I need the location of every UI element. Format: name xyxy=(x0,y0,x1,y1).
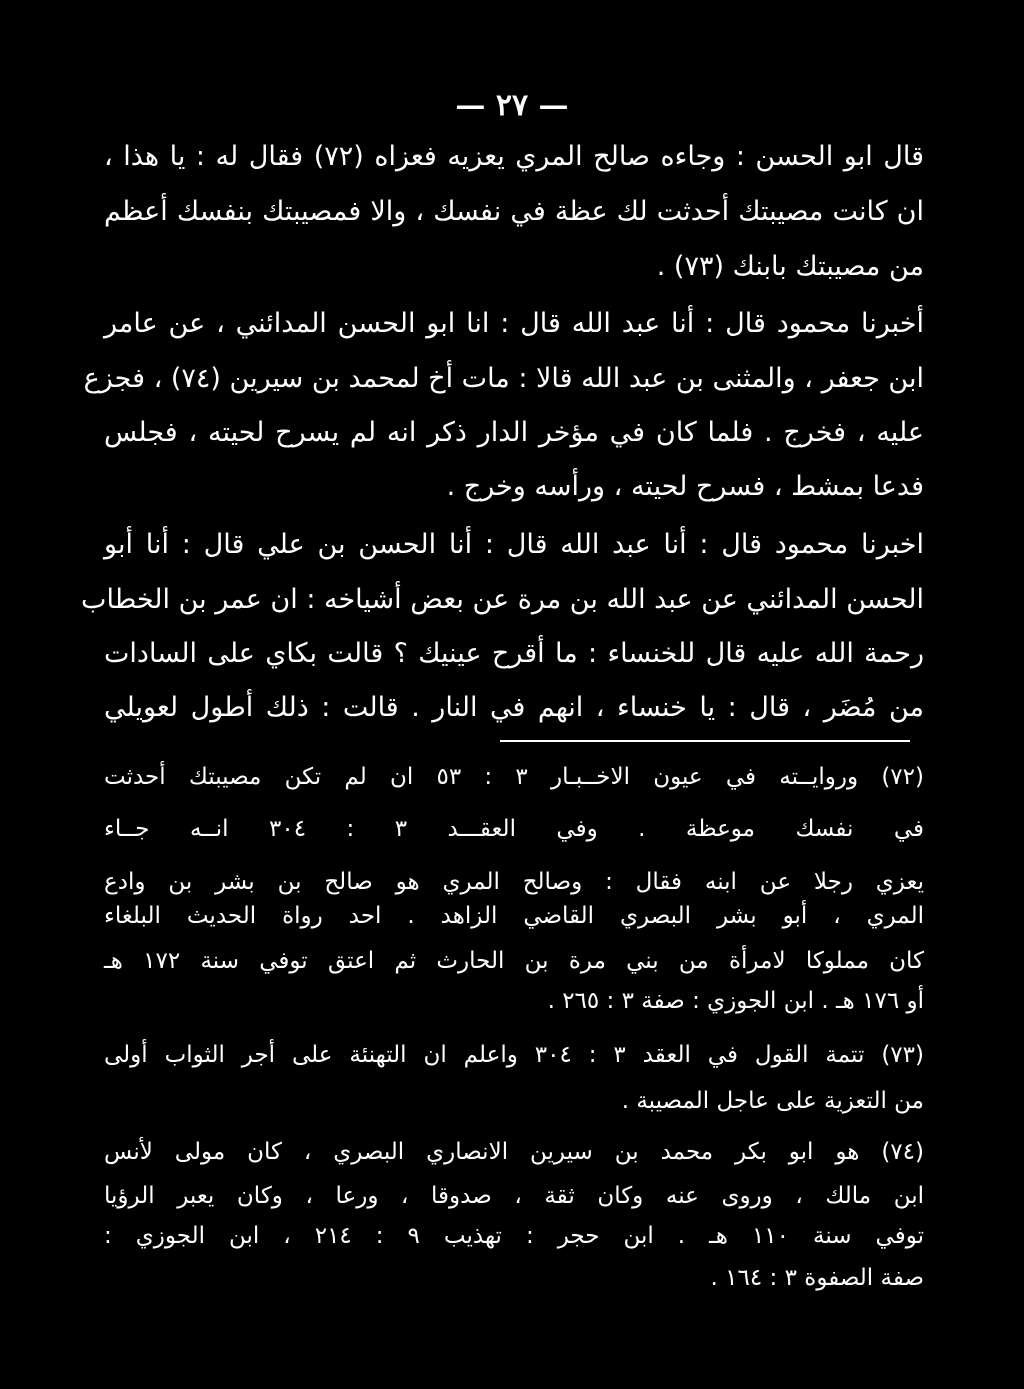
footnote-line: (٧٣) تتمة القول في العقد ٣ : ٣٠٤ واعلم ان التهنئة على أجر الثواب أولى xyxy=(104,1042,924,1068)
body-line: الحسن المدائني عن عبد الله بن مرة عن بعض أشياخه : ان عمر بن الخطاب xyxy=(81,584,924,615)
footnote-line: كان مملوكا لامرأة من بني مرة بن الحارث ثم اعتق توفي سنة ١٧٢ هـ xyxy=(104,948,924,974)
footnote-separator xyxy=(500,740,910,742)
body-line: فدعا بمشط ، فسرح لحيته ، ورأسه وخرج . xyxy=(446,471,924,502)
footnote-line: ابن مالك ، وروى عنه وكان ثقة ، صدوقا ، ورعا ، وكان يعبر الرؤيا xyxy=(104,1183,924,1209)
footnote-line: يعزي رجلا عن ابنه فقال : وصالح المري هو صالح بن بشر بن وادع xyxy=(104,869,924,895)
footnote-line: (٧٢) وروايــته في عيون الاخــبـار ٣ : ٥٣ ان لم تكن مصيبتك أحدثت xyxy=(104,764,924,790)
body-line: أخبرنا محمود قال : أنا عبد الله قال : انا ابو الحسن المدائني ، عن عامر xyxy=(104,308,924,339)
footnote-line: المري ، أبو بشر البصري القاضي الزاهد . احد رواة الحديث البلغاء xyxy=(104,903,924,929)
body-line: من مصيبتك بابنك (٧٣) . xyxy=(656,251,924,282)
body-line: عليه ، فخرج . فلما كان في مؤخر الدار ذكر انه لم يسرح لحيته ، فجلس xyxy=(104,417,924,448)
body-line: قال ابو الحسن : وجاءه صالح المري يعزيه فعزاه (٧٢) فقال له : يا هذا ، xyxy=(104,141,924,172)
page-number: — ٢٧ — xyxy=(455,88,569,123)
body-line: ابن جعفر ، والمثنى بن عبد الله قالا : مات أخ لمحمد بن سيرين (٧٤) ، فجزع xyxy=(83,363,924,394)
footnote-line: توفي سنة ١١٠ هـ . ابن حجر : تهذيب ٩ : ٢١٤ ، ابن الجوزي : xyxy=(104,1223,924,1249)
body-line: اخبرنا محمود قال : أنا عبد الله قال : أنا الحسن بن علي قال : أنا أبو xyxy=(104,529,924,560)
footnote-line: في نفسك موعظة . وفي العقـــد ٣ : ٣٠٤ انــه جــاء xyxy=(104,816,925,842)
body-line: رحمة الله عليه قال للخنساء : ما أقرح عينيك ؟ قالت بكاي على السادات xyxy=(104,638,924,669)
footnote-line: من التعزية على عاجل المصيبة . xyxy=(621,1088,924,1114)
body-line: ان كانت مصيبتك أحدثت لك عظة في نفسك ، والا فمصيبتك بنفسك أعظم xyxy=(104,196,924,227)
footnote-line: (٧٤) هو ابو بكر محمد بن سيرين الانصاري البصري ، كان مولى لأنس xyxy=(104,1139,924,1165)
footnote-line: صفة الصفوة ٣ : ١٦٤ . xyxy=(710,1265,924,1291)
body-line: من مُضَر ، قال : يا خنساء ، انهم في النار . قالت : ذلك أطول لعويلي xyxy=(104,692,924,723)
footnote-line: أو ١٧٦ هـ . ابن الجوزي : صفة ٣ : ٢٦٥ . xyxy=(547,988,924,1014)
